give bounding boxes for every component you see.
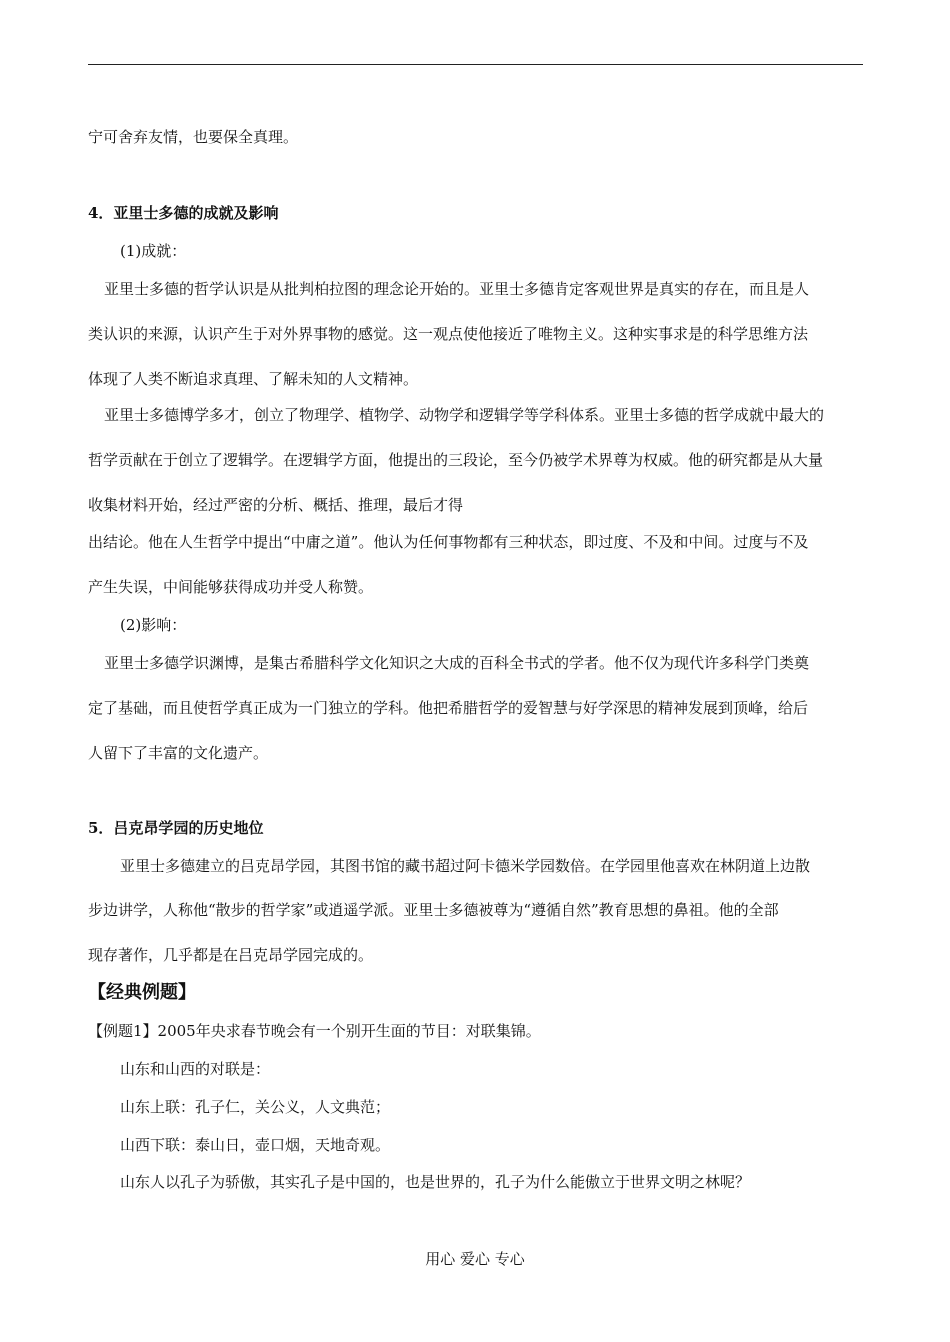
example-line: 山东和山西的对联是：: [120, 1060, 271, 1078]
text-line: 亚里士多德博学多才，创立了物理学、植物学、动物学和逻辑学等学科体系。亚里士多德的哲学成就中最大的: [104, 406, 825, 424]
text-line: 定了基础，而且使哲学真正成为一门独立的学科。他把希腊哲学的爱智慧与好学深思的精神发展到顶峰，给后: [88, 699, 809, 717]
text-line: 现存著作，几乎都是在吕克昂学园完成的。: [88, 946, 374, 964]
text-line: 类认识的来源，认识产生于对外界事物的感觉。这一观点使他接近了唯物主义。这种实事求是的科学思维方法: [88, 325, 809, 343]
example-line: 【例题1】2005年央求春节晚会有一个别开生面的节目：对联集锦。: [88, 1022, 541, 1040]
text-line: 出结论。他在人生哲学中提出“中庸之道”。他认为任何事物都有三种状态，即过度、不及和中间。过度与不及: [88, 533, 809, 551]
example-line: 山东人以孔子为骄傲，其实孔子是中国的，也是世界的，孔子为什么能傲立于世界文明之林呢？: [120, 1173, 751, 1191]
text-line: 人留下了丰富的文化遗产。: [88, 744, 269, 762]
text-line: 亚里士多德学识渊博，是集古希腊科学文化知识之大成的百科全书式的学者。他不仅为现代许多科学门类奠: [104, 654, 810, 672]
examples-heading: 【经典例题】: [88, 982, 196, 1003]
page-footer: 用心 爱心 专心: [425, 1250, 525, 1268]
text-line: 收集材料开始，经过严密的分析、概括、推理，最后才得: [88, 496, 464, 514]
subheading: (2)影响：: [120, 616, 187, 634]
text-line: 宁可舍弃友情，也要保全真理。: [88, 128, 299, 146]
header-rule: [88, 64, 863, 65]
section-heading: 4．亚里士多德的成就及影响: [88, 204, 279, 222]
section-heading: 5．吕克昂学园的历史地位: [88, 819, 264, 837]
text-line: 哲学贡献在于创立了逻辑学。在逻辑学方面，他提出的三段论，至今仍被学术界尊为权威。他的研究都是从大量: [88, 451, 824, 469]
example-line: 山西下联：泰山日，壶口烟，天地奇观。: [120, 1136, 391, 1154]
text-line: 产生失误，中间能够获得成功并受人称赞。: [88, 578, 374, 596]
example-line: 山东上联：孔子仁，关公义，人文典范；: [120, 1098, 391, 1116]
text-line: 步边讲学，人称他“散步的哲学家”或逍遥学派。亚里士多德被尊为“遵循自然”教育思想的鼻祖。他的全部: [88, 901, 779, 919]
subheading: (1)成就：: [120, 242, 187, 260]
text-line: 亚里士多德建立的吕克昂学园，其图书馆的藏书超过阿卡德米学园数倍。在学园里他喜欢在林阴道上边散: [120, 857, 811, 875]
text-line: 亚里士多德的哲学认识是从批判柏拉图的理念论开始的。亚里士多德肯定客观世界是真实的存在，而且是人: [104, 280, 810, 298]
text-line: 体现了人类不断追求真理、了解未知的人文精神。: [88, 370, 419, 388]
